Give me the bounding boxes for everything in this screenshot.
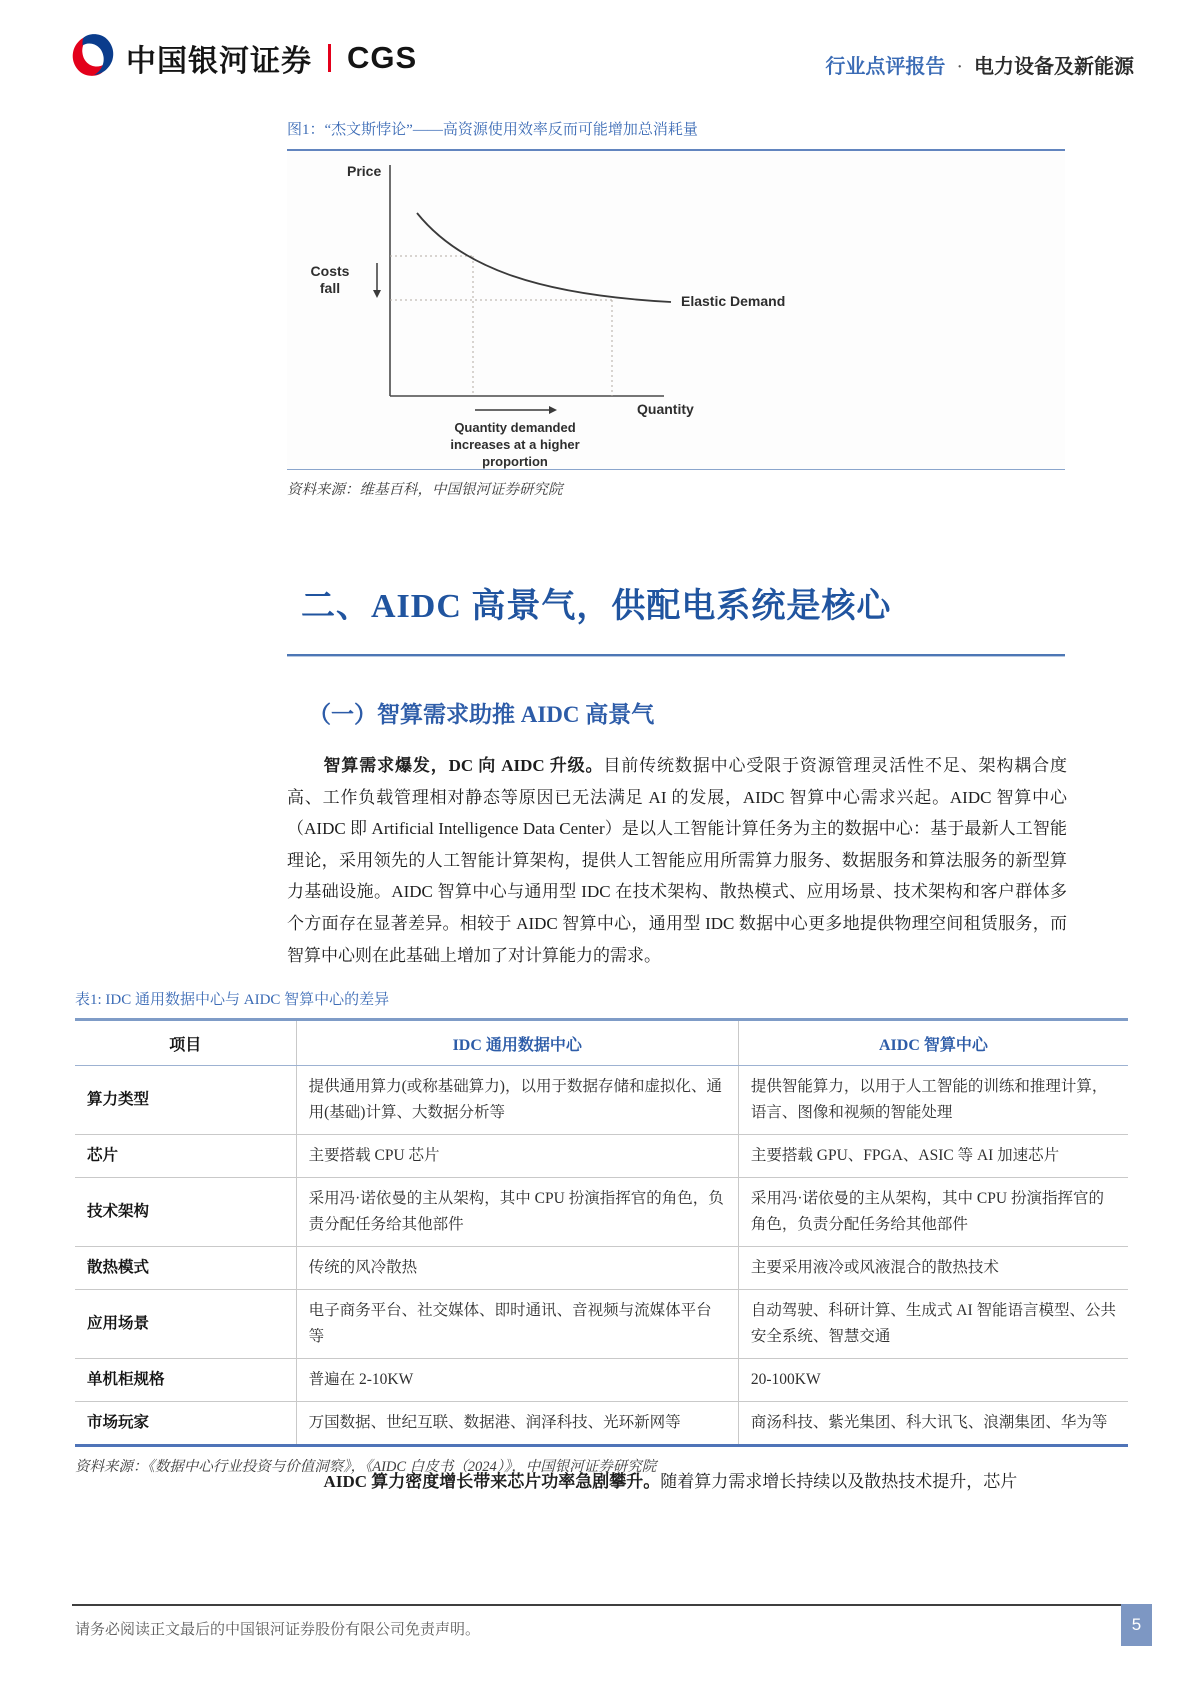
page-number-badge: 5 <box>1121 1604 1152 1646</box>
row-aidc-cell: 提供智能算力，以用于人工智能的训练和推理计算，语言、图像和视频的智能处理 <box>738 1066 1128 1135</box>
row-idc-cell: 采用冯·诺依曼的主从架构，其中 CPU 扮演指挥官的角色，负责分配任务给其他部件 <box>296 1178 738 1247</box>
section-title-rule <box>287 654 1065 657</box>
table-row <box>75 1247 1128 1290</box>
footer-rule <box>72 1604 1128 1606</box>
row-idc-cell: 万国数据、世纪互联、数据港、润泽科技、光环新网等 <box>296 1402 738 1446</box>
footer-disclaimer: 请务必阅读正文最后的中国银河证券股份有限公司免责声明。 <box>75 1621 481 1638</box>
row-item-cell: 芯片 <box>75 1135 296 1178</box>
intro-paragraph-lead: 智算需求爆发，DC 向 AIDC 升级。 <box>323 756 604 775</box>
row-idc-cell: 电子商务平台、社交媒体、即时通讯、音视频与流媒体平台等 <box>296 1290 738 1359</box>
brand-name-en: CGS <box>347 39 418 75</box>
table-caption: 表1: IDC 通用数据中心与 AIDC 智算中心的差异 <box>75 992 390 1008</box>
quantity-demand-annotation: Quantity demanded increases at a higher proportion <box>450 420 580 469</box>
row-idc-cell: 提供通用算力(或称基础算力)，以用于数据存储和虚拟化、通用(基础)计算、大数据分析等 <box>296 1066 738 1135</box>
figure-caption: 图1：“杰文斯悖论”——高资源使用效率反而可能增加总消耗量 <box>287 118 1065 151</box>
brand-logo <box>70 32 417 83</box>
row-aidc-cell: 20-100KW <box>738 1359 1128 1402</box>
table-row <box>75 1178 1128 1247</box>
section-title: 二、AIDC 高景气，供配电系统是核心 <box>301 588 892 625</box>
table-row <box>75 1290 1128 1359</box>
jevons-paradox-chart <box>287 151 1065 469</box>
row-aidc-cell: 主要采用液冷或风液混合的散热技术 <box>738 1247 1128 1290</box>
closing-paragraph <box>287 1466 1067 1498</box>
table-1 <box>75 988 1128 1476</box>
column-header-item: 项目 <box>75 1020 296 1066</box>
row-item-cell: 市场玩家 <box>75 1402 296 1446</box>
chart-canvas <box>287 151 1065 469</box>
galaxy-logo-icon <box>70 32 116 83</box>
row-aidc-cell: 商汤科技、紫光集团、科大讯飞、浪潮集团、华为等 <box>750 1414 1108 1431</box>
report-type-header <box>825 50 1134 79</box>
subsection-title: （一）智算需求助推 AIDC 高景气 <box>308 702 655 727</box>
table-row <box>75 1402 1128 1446</box>
column-header-aidc: AIDC 智算中心 <box>738 1020 1128 1066</box>
figure-bottom-rule <box>287 469 1065 470</box>
intro-paragraph-body: 目前传统数据中心受限于资源管理灵活性不足、架构耦合度高、工作负载管理相对静态等原因已无法满足 AI 的发展，AIDC 智算中心需求兴起。AIDC 智算中心（AIDC 即 Artificial Intelligence Data Center）是以人工智能计算任务为主的数据中心：基于最新人工智能理论，采用领先的人工智能计算架构，提供人工智能应用所需算力服务、数据服务和算法服务的新型算力基础设施。AIDC 智算中心与通用型 IDC 在技术架构、散热模式、应用场景、技术架构和客户群体多个方面存在显著差异。相较于 AIDC 智算中心，通用型 IDC 数据中心更多地提供物理空间租赁服务，而智算中心则在此基础上增加了对计算能力的需求。 <box>287 756 1068 965</box>
row-item-cell: 单机柜规格 <box>75 1359 296 1402</box>
brand-divider <box>328 44 331 72</box>
row-idc-cell: 普遍在 2-10KW <box>296 1359 738 1402</box>
table-source: 资料来源：《数据中心行业投资与价值洞察》，《AIDC 白皮书（2024）》，中国银河证券研究院 <box>75 1459 657 1475</box>
curve-label: Elastic Demand <box>681 293 786 309</box>
row-aidc-cell: 采用冯·诺依曼的主从架构，其中 CPU 扮演指挥官的角色，负责分配任务给其他部件 <box>738 1178 1128 1247</box>
report-type-label: 行业点评报告 <box>825 56 946 78</box>
intro-paragraph <box>287 750 1067 971</box>
table-row <box>75 1066 1128 1135</box>
table-row <box>75 1359 1128 1402</box>
row-item-cell: 散热模式 <box>75 1247 296 1290</box>
x-axis-label: Quantity <box>637 401 694 417</box>
costs-fall-annotation: Costs fall <box>310 263 350 296</box>
row-item-cell: 技术架构 <box>75 1178 296 1247</box>
y-axis-label: Price <box>347 163 382 179</box>
table-header-row <box>75 1020 1128 1066</box>
row-item-cell: 应用场景 <box>75 1290 296 1359</box>
header-separator: · <box>956 56 963 78</box>
row-aidc-cell: 主要搭载 GPU、FPGA、ASIC 等 AI 加速芯片 <box>738 1135 1128 1178</box>
closing-paragraph-body: 随着算力需求增长持续以及散热技术提升，芯片 <box>660 1472 1018 1491</box>
idc-aidc-comparison-table <box>75 1018 1128 1447</box>
row-aidc-cell: 自动驾驶、科研计算、生成式 AI 智能语言模型、公共安全系统、智慧交通 <box>738 1290 1128 1359</box>
figure-1 <box>287 118 1065 499</box>
row-idc-cell: 传统的风冷散热 <box>296 1247 738 1290</box>
row-item-cell: 算力类型 <box>75 1066 296 1135</box>
brand-name-cn: 中国银河证券 <box>126 44 312 78</box>
closing-paragraph-lead: AIDC 算力密度增长带来芯片功率急剧攀升。 <box>323 1472 661 1491</box>
table-row <box>75 1135 1128 1178</box>
industry-label: 电力设备及新能源 <box>974 56 1134 78</box>
figure-source: 资料来源：维基百科，中国银河证券研究院 <box>287 482 563 498</box>
column-header-idc: IDC 通用数据中心 <box>296 1020 738 1066</box>
row-idc-cell: 主要搭载 CPU 芯片 <box>296 1135 738 1178</box>
